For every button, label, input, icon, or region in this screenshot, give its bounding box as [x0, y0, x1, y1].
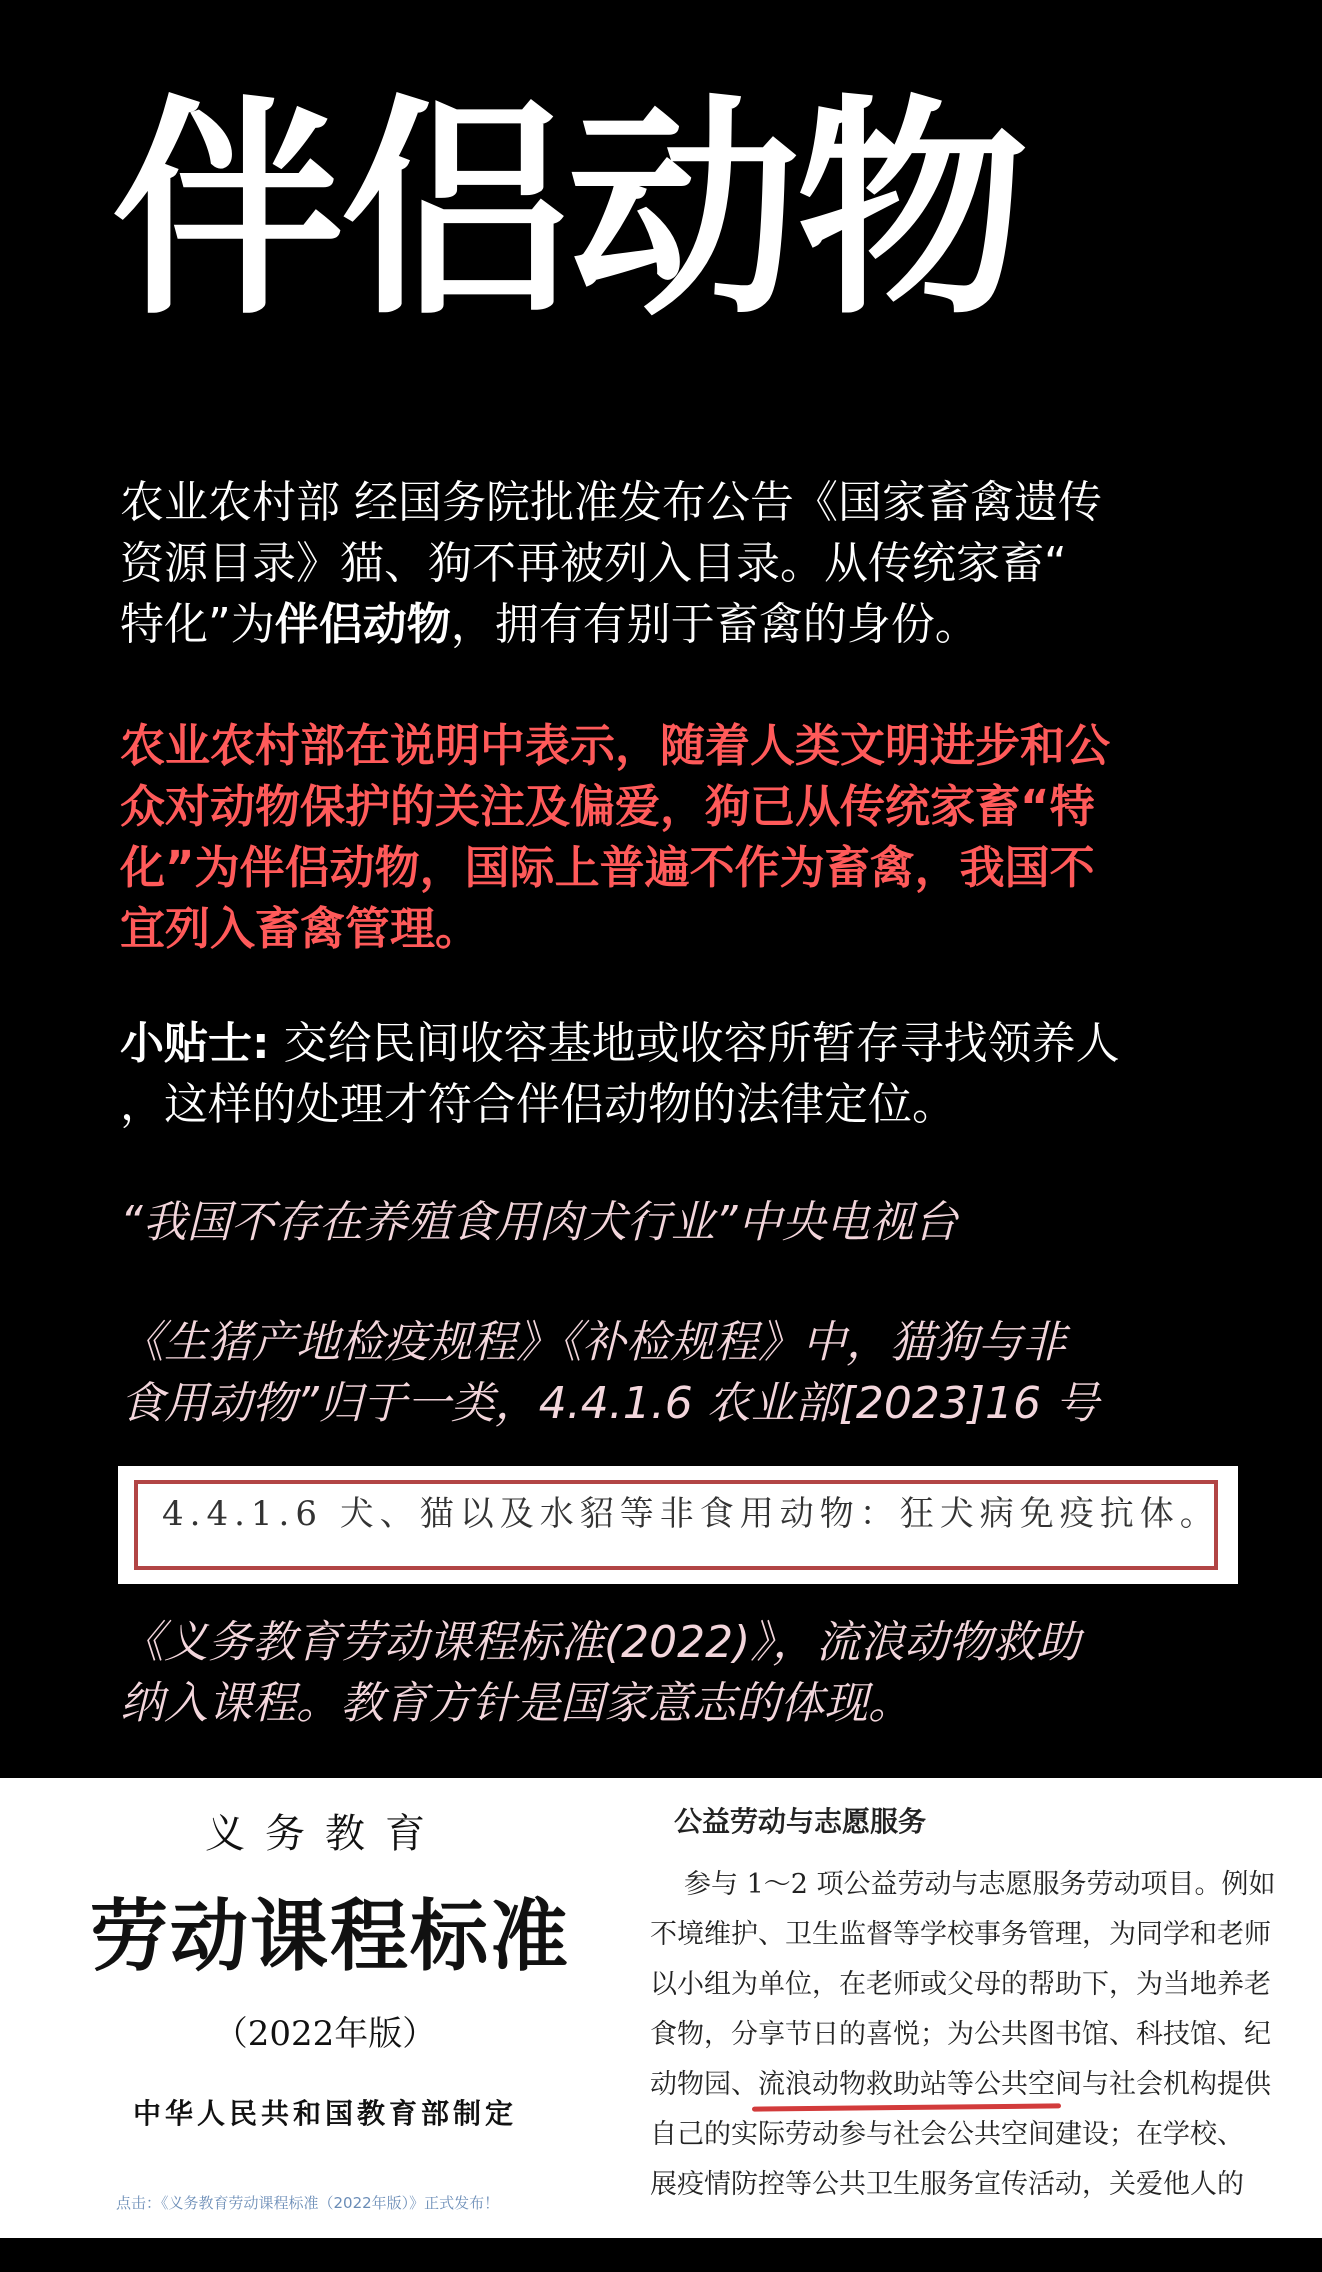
page-line: 以小组为单位，在老师或父母的帮助下，为当地养老 [650, 1969, 1271, 2000]
highlight-line: 农业农村部在说明中表示，随着人类文明进步和公 [120, 719, 1111, 772]
regulation-excerpt-image [118, 1466, 1238, 1584]
education-quote [120, 1612, 1210, 1734]
cover-title: 劳动课程标准 [89, 1891, 570, 1982]
page-line-highlighted [650, 2062, 1271, 2101]
release-link[interactable]: 点击：《义务教育劳动课程标准（2022年版）》正式发布！ [116, 2194, 500, 2212]
tip-line: ，这样的处理才符合伴侣动物的法律定位。 [120, 1079, 956, 1130]
quarantine-line: 《生猪产地检疫规程》《补检规程》中，猫狗与非 [120, 1317, 1066, 1368]
intro-emphasis: 伴侣动物 [274, 599, 451, 650]
tip-label: 小贴士: [120, 1018, 270, 1069]
cover-publisher: 中华人民共和国教育部制定 [132, 2097, 517, 2130]
highlight-paragraph [120, 715, 1210, 959]
highlight-line: 众对动物保护的关注及偏爱，狗已从传统家畜“特 [120, 780, 1095, 833]
intro-line [120, 594, 1210, 655]
quarantine-quote [120, 1312, 1210, 1434]
intro-text: ，拥有有别于畜禽的身份。 [450, 599, 979, 650]
page-line: 不境维护、卫生监督等学校事务管理，为同学和老师 [650, 1919, 1271, 1950]
underlined-rescue-station: 流浪动物救助站等公共空 [758, 2069, 1055, 2100]
tip-line [120, 1013, 1210, 1074]
page-text: 动物园、 [650, 2069, 758, 2100]
page-line: 展疫情防控等公共卫生服务宣传活动，关爱他人的 [650, 2169, 1244, 2200]
page-title: 伴侣动物 [112, 76, 1025, 346]
quarantine-line: 食用动物”归于一类，4.4.1.6 农业部[2023]16 号 [120, 1378, 1099, 1429]
excerpt-text: 4.4.1.6 犬、猫以及水貂等非食用动物：狂犬病免疫抗体。 [162, 1494, 1220, 1534]
page-text: 间与社会机构提供 [1055, 2069, 1271, 2100]
cover-edition: （2022年版） [213, 2014, 437, 2054]
page-line: 食物，分享节日的喜悦；为公共图书馆、科技馆、纪 [650, 2019, 1271, 2050]
book-page [650, 1778, 1322, 2238]
book-cover [0, 1778, 650, 2238]
document-images [0, 1778, 1322, 2238]
page-line: 参与 1～2 项公益劳动与志愿服务劳动项目。例如 [684, 1869, 1276, 1900]
education-line: 《义务教育劳动课程标准(2022)》，流浪动物救助 [120, 1617, 1081, 1668]
education-line: 纳入课程。教育方针是国家意志的体现。 [120, 1678, 912, 1729]
cctv-quote: “我国不存在养殖食用肉犬行业”中央电视台 [120, 1197, 958, 1248]
tip-paragraph [120, 1013, 1210, 1135]
intro-line: 资源目录》猫、狗不再被列入目录。从传统家畜“ [120, 538, 1067, 589]
tip-text: 交给民间收容基地或收容所暂存寻找领养人 [269, 1018, 1120, 1069]
intro-line: 农业农村部 经国务院批准发布公告《国家畜禽遗传 [120, 477, 1102, 528]
intro-paragraph [120, 472, 1210, 655]
highlight-line: 宜列入畜禽管理。 [120, 902, 481, 955]
page-heading: 公益劳动与志愿服务 [674, 1805, 927, 1838]
page-line: 自己的实际劳动参与社会公共空间建设；在学校、 [650, 2119, 1244, 2150]
intro-text: 特化”为 [120, 599, 275, 650]
cover-subtitle: 义务教育 [205, 1811, 445, 1857]
highlight-line: 化”为伴侣动物，国际上普遍不作为畜禽，我国不 [120, 841, 1095, 894]
